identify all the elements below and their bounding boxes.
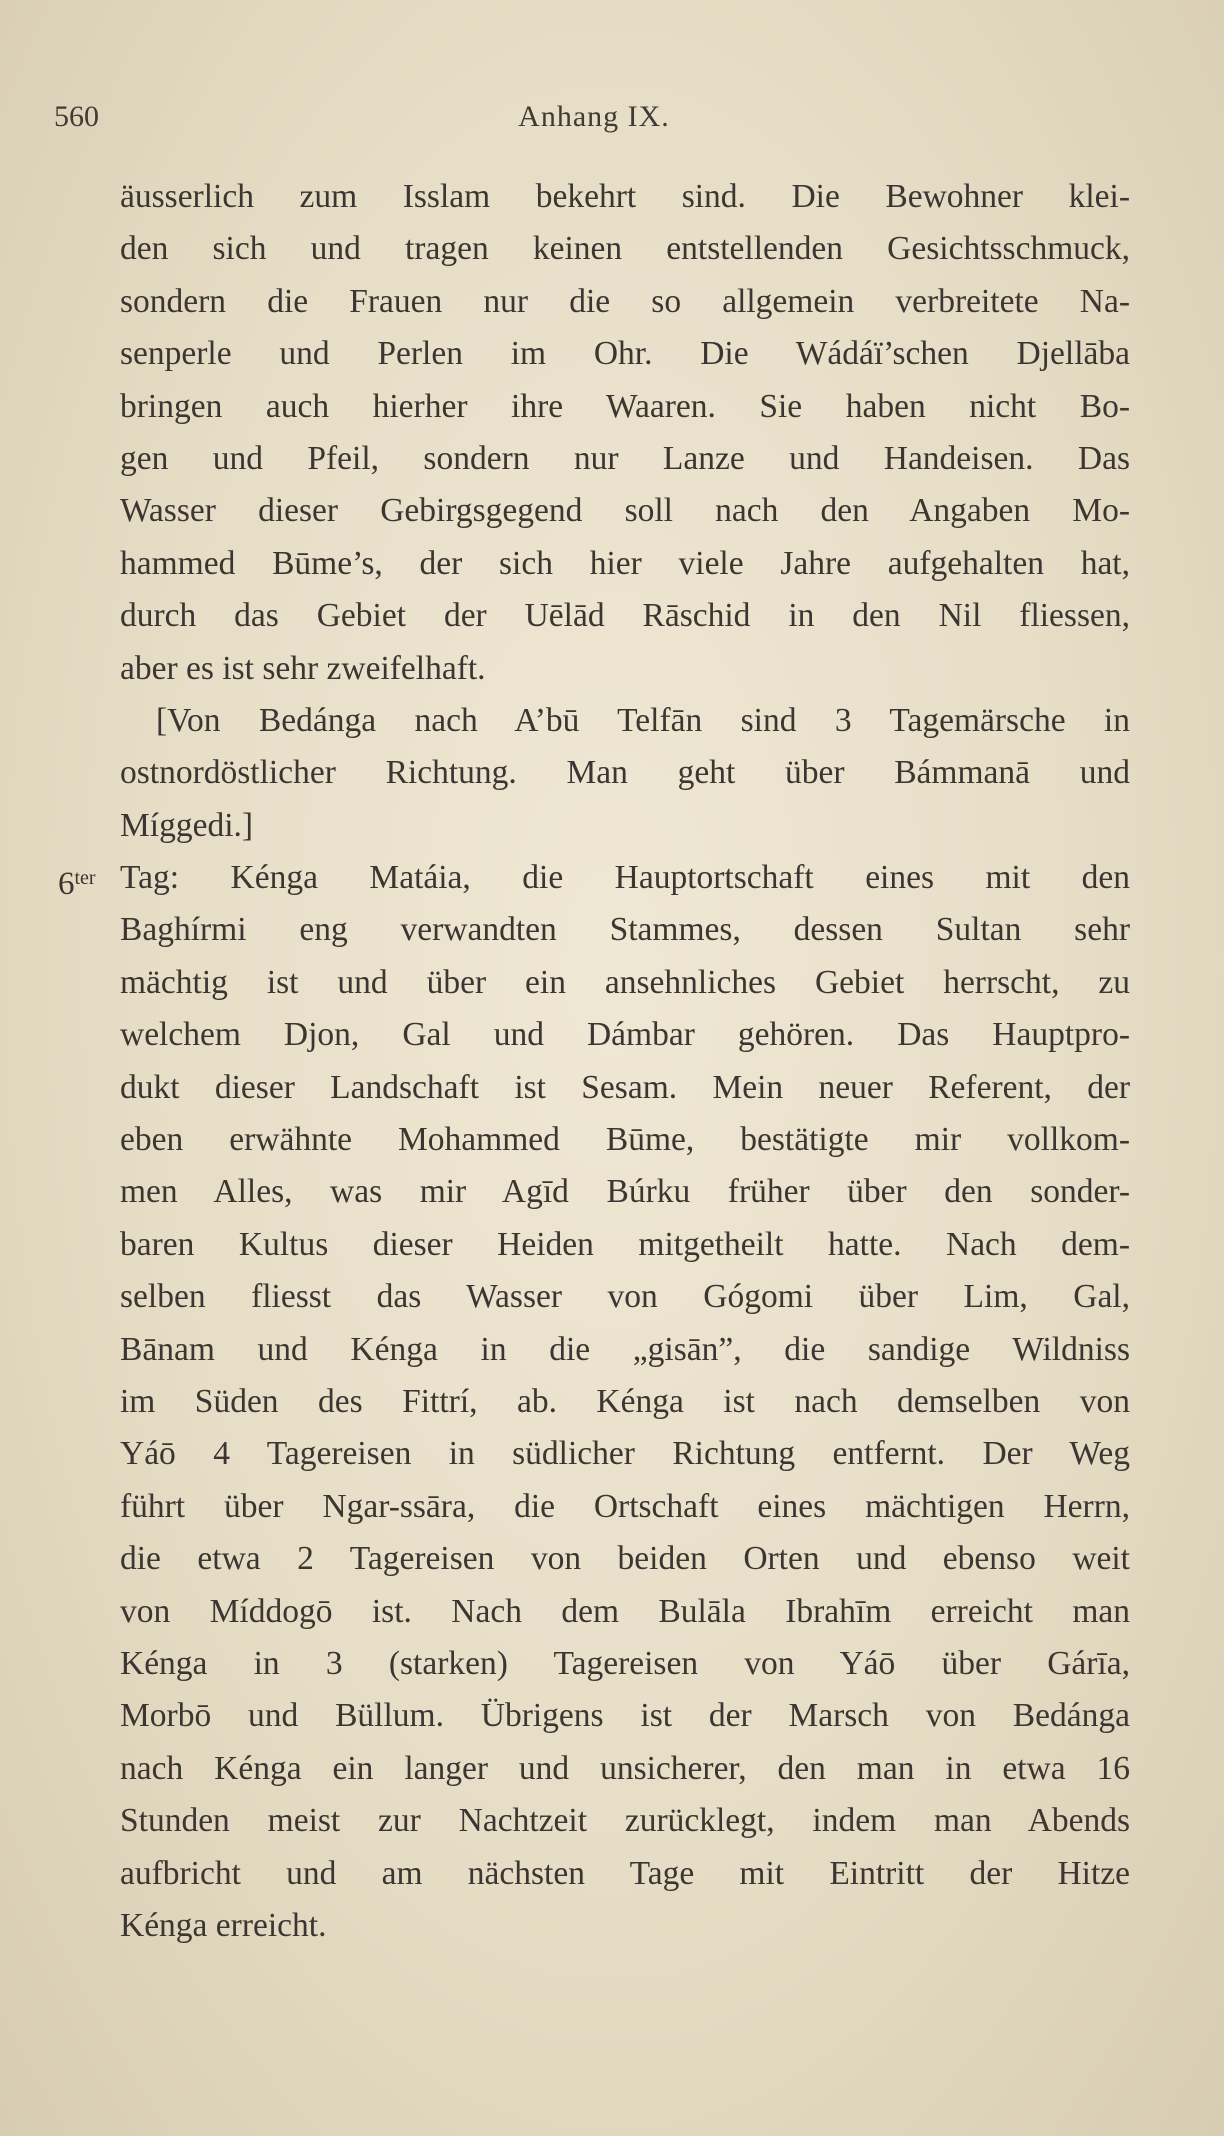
- day-suffix: ter: [74, 867, 96, 890]
- text-line: den sich und tragen keinen entstellenden Gesichtsschmuck,: [120, 230, 1130, 268]
- text-line: nach Kénga ein langer und unsicherer, den man in etwa 16: [120, 1749, 1130, 1787]
- text-line: im Süden des Fittrí, ab. Kénga ist nach demselben von: [120, 1382, 1130, 1420]
- day-number: 6: [58, 866, 75, 903]
- text-line: dukt dieser Landschaft ist Sesam. Mein neuer Referent, der: [120, 1068, 1130, 1106]
- text-line: senperle und Perlen im Ohr. Die Wádáï’schen Djellāba: [120, 335, 1130, 373]
- text-line: bringen auch hierher ihre Waaren. Sie haben nicht Bo-: [120, 387, 1130, 425]
- page-number: 560: [54, 100, 99, 133]
- text-line: äusserlich zum Isslam bekehrt sind. Die Bewohner klei-: [120, 178, 1130, 215]
- text-line: von Míddogō ist. Nach dem Bulāla Ibrahīm erreicht man: [120, 1592, 1130, 1630]
- text-line: Stunden meist zur Nachtzeit zurücklegt, indem man Abends: [120, 1802, 1130, 1840]
- text-line: men Alles, was mir Agīd Búrku früher über den sonder-: [120, 1173, 1130, 1211]
- text-line: Baghírmi eng verwandten Stammes, dessen Sultan sehr: [120, 911, 1130, 949]
- paragraph-1: [120, 171, 1130, 695]
- text-line: Kénga in 3 (starken) Tagereisen von Yáō über Gárīa,: [120, 1644, 1130, 1682]
- day-marker: [58, 852, 96, 910]
- text-line: mächtig ist und über ein ansehnliches Gebiet herrscht, zu: [120, 963, 1130, 1001]
- text-line: Míggedi.]: [120, 806, 254, 844]
- paragraph-3: [58, 852, 1130, 1952]
- text-line: aber es ist sehr zweifelhaft.: [120, 649, 486, 687]
- text-line: führt über Ngar-ssāra, die Ortschaft eines mächtigen Herrn,: [120, 1487, 1130, 1525]
- text-line: baren Kultus dieser Heiden mitgetheilt hatte. Nach dem-: [120, 1225, 1130, 1263]
- text-line: sondern die Frauen nur die so allgemein verbreitete Na-: [120, 282, 1130, 320]
- text-line: Yáō 4 Tagereisen in südlicher Richtung entfernt. Der Weg: [120, 1435, 1130, 1473]
- text-line: Wasser dieser Gebirgsgegend soll nach den Angaben Mo-: [120, 492, 1130, 530]
- body-text: [58, 171, 1130, 1952]
- text-line: die etwa 2 Tagereisen von beiden Orten und ebenso weit: [120, 1540, 1130, 1578]
- text-line: Tag: Kénga Matáia, die Hauptortschaft eines mit den: [120, 859, 1130, 897]
- running-head: [54, 100, 1134, 144]
- text-line: durch das Gebiet der Uēlād Rāschid in den Nil fliessen,: [120, 597, 1130, 635]
- text-line: selben fliesst das Wasser von Gógomi über Lim, Gal,: [120, 1278, 1130, 1316]
- paragraph-2: [120, 695, 1130, 852]
- text-line: hammed Būme’s, der sich hier viele Jahre aufgehalten hat,: [120, 544, 1130, 582]
- running-title: Anhang IX.: [518, 100, 670, 133]
- text-line: [Von Bedánga nach A’bū Telfān sind 3 Tagemärsche in: [156, 701, 1130, 739]
- text-line: Bānam und Kénga in die „gisān”, die sandige Wildniss: [120, 1330, 1130, 1368]
- text-line: Morbō und Büllum. Übrigens ist der Marsch von Bedánga: [120, 1697, 1130, 1735]
- text-line: Kénga erreicht.: [120, 1906, 327, 1944]
- text-line: aufbricht und am nächsten Tage mit Eintritt der Hitze: [120, 1854, 1130, 1892]
- text-line: welchem Djon, Gal und Dámbar gehören. Das Hauptpro-: [120, 1016, 1130, 1054]
- text-line: eben erwähnte Mohammed Būme, bestätigte mir vollkom-: [120, 1121, 1130, 1159]
- text-line: gen und Pfeil, sondern nur Lanze und Handeisen. Das: [120, 439, 1130, 477]
- text-line: ostnordöstlicher Richtung. Man geht über Bámmanā und: [120, 754, 1130, 792]
